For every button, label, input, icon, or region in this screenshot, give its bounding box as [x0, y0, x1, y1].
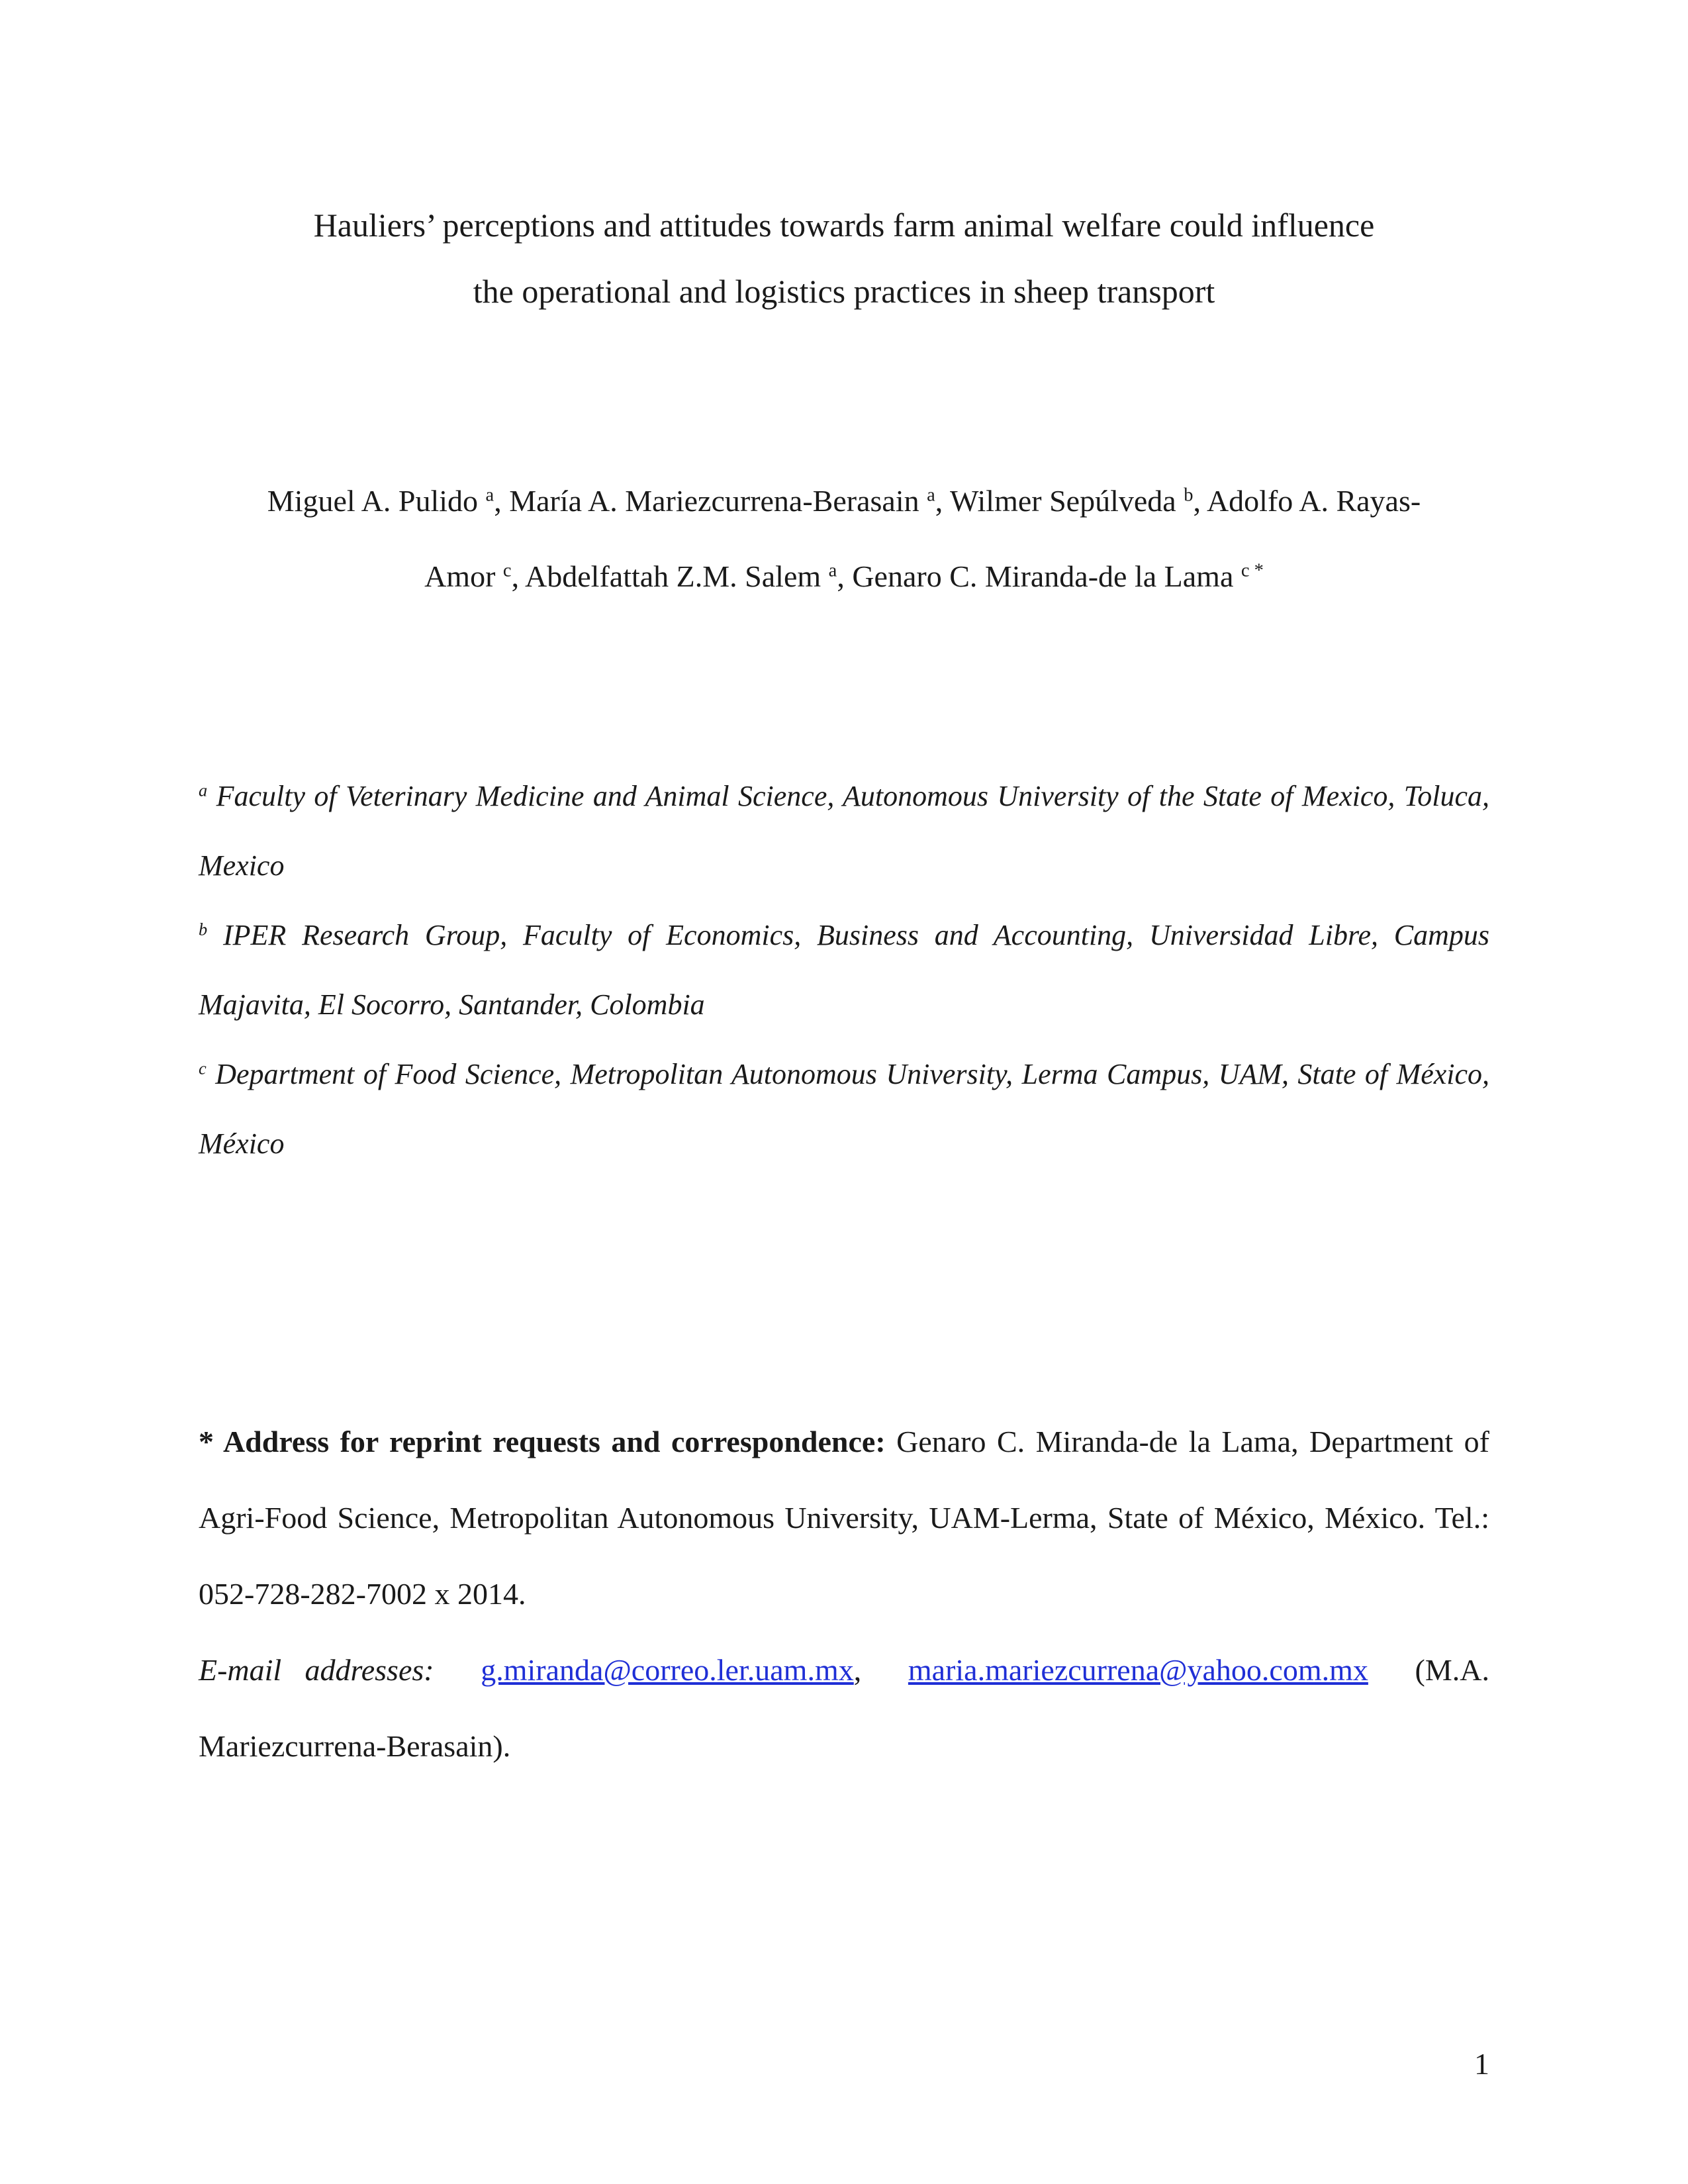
affiliation-c — [199, 1039, 1489, 1178]
title-line-2: the operational and logistics practices in sheep transport — [473, 273, 1215, 310]
author-list — [192, 463, 1496, 614]
email-separator: , — [853, 1653, 862, 1687]
affiliation-mark: c — [199, 1058, 207, 1078]
author-affil-mark: b — [1184, 485, 1194, 506]
author-line-2: Amor $^c$, Abdelfattah Z.M. Salem $^a$, Genaro C. Miranda-de la Lama $^{c *}$ — [424, 559, 1264, 593]
correspondence-address — [199, 1403, 1489, 1632]
author-line-1: Miguel A. Pulido $^a$, María A. Mariezcurrena-Berasain $^a$, Wilmer Sepúlveda $^b$, Adolfo A. Rayas- — [267, 484, 1421, 518]
page-number: 1 — [1474, 2047, 1489, 2081]
author-affil-mark: a — [485, 485, 494, 506]
correspondence-text: Genaro C. Miranda-de la Lama, Department of Agri-Food Science, Metropolitan Autonomous University, UAM-Lerma, State of México, México. Tel.: 052-728-282-7002 x 2014. — [199, 1425, 1489, 1611]
paper-title — [199, 192, 1489, 324]
correspondence-block — [199, 1403, 1489, 1784]
author-affil-mark: c * — [1241, 560, 1264, 581]
email-link-miranda[interactable]: g.miranda@correo.ler.uam.mx — [481, 1653, 854, 1687]
author-name: Genaro C. Miranda-de la Lama — [852, 559, 1234, 593]
correspondence-emails — [199, 1632, 1489, 1784]
author-name: María A. Mariezcurrena-Berasain — [509, 484, 919, 518]
author-name: Miguel A. Pulido — [267, 484, 479, 518]
author-name: Abdelfattah Z.M. Salem — [525, 559, 821, 593]
author-affil-mark: a — [828, 560, 837, 581]
affiliation-a — [199, 761, 1489, 900]
title-line-1: Hauliers’ perceptions and attitudes towards farm animal welfare could influence — [313, 207, 1375, 244]
author-affil-mark: c — [502, 560, 512, 581]
affiliation-mark: b — [199, 919, 208, 939]
email-note: (M.A. Mariezcurrena-Berasain). — [199, 1653, 1489, 1763]
author-affil-mark: a — [927, 485, 935, 506]
affiliation-b — [199, 900, 1489, 1039]
affiliation-list — [199, 761, 1489, 1178]
correspondence-label: * Address for reprint requests and correspondence: — [199, 1425, 886, 1458]
author-name: Amor — [424, 559, 496, 593]
affiliation-text: IPER Research Group, Faculty of Economics, Business and Accounting, Universidad Libre, Campus Majavita, El Socorro, Santander, Colombia — [199, 919, 1490, 1021]
author-name: Wilmer Sepúlveda — [949, 484, 1176, 518]
email-label: E-mail addresses: — [199, 1653, 434, 1687]
email-link-mariezcurrena[interactable]: maria.mariezcurrena@yahoo.com.mx — [908, 1653, 1368, 1687]
affiliation-mark: a — [199, 780, 208, 800]
affiliation-text: Faculty of Veterinary Medicine and Animal Science, Autonomous University of the State of Mexico, Toluca, Mexico — [199, 780, 1489, 882]
affiliation-text: Department of Food Science, Metropolitan Autonomous University, Lerma Campus, UAM, State of México, México — [199, 1058, 1490, 1160]
author-name: Adolfo A. Rayas- — [1206, 484, 1421, 518]
